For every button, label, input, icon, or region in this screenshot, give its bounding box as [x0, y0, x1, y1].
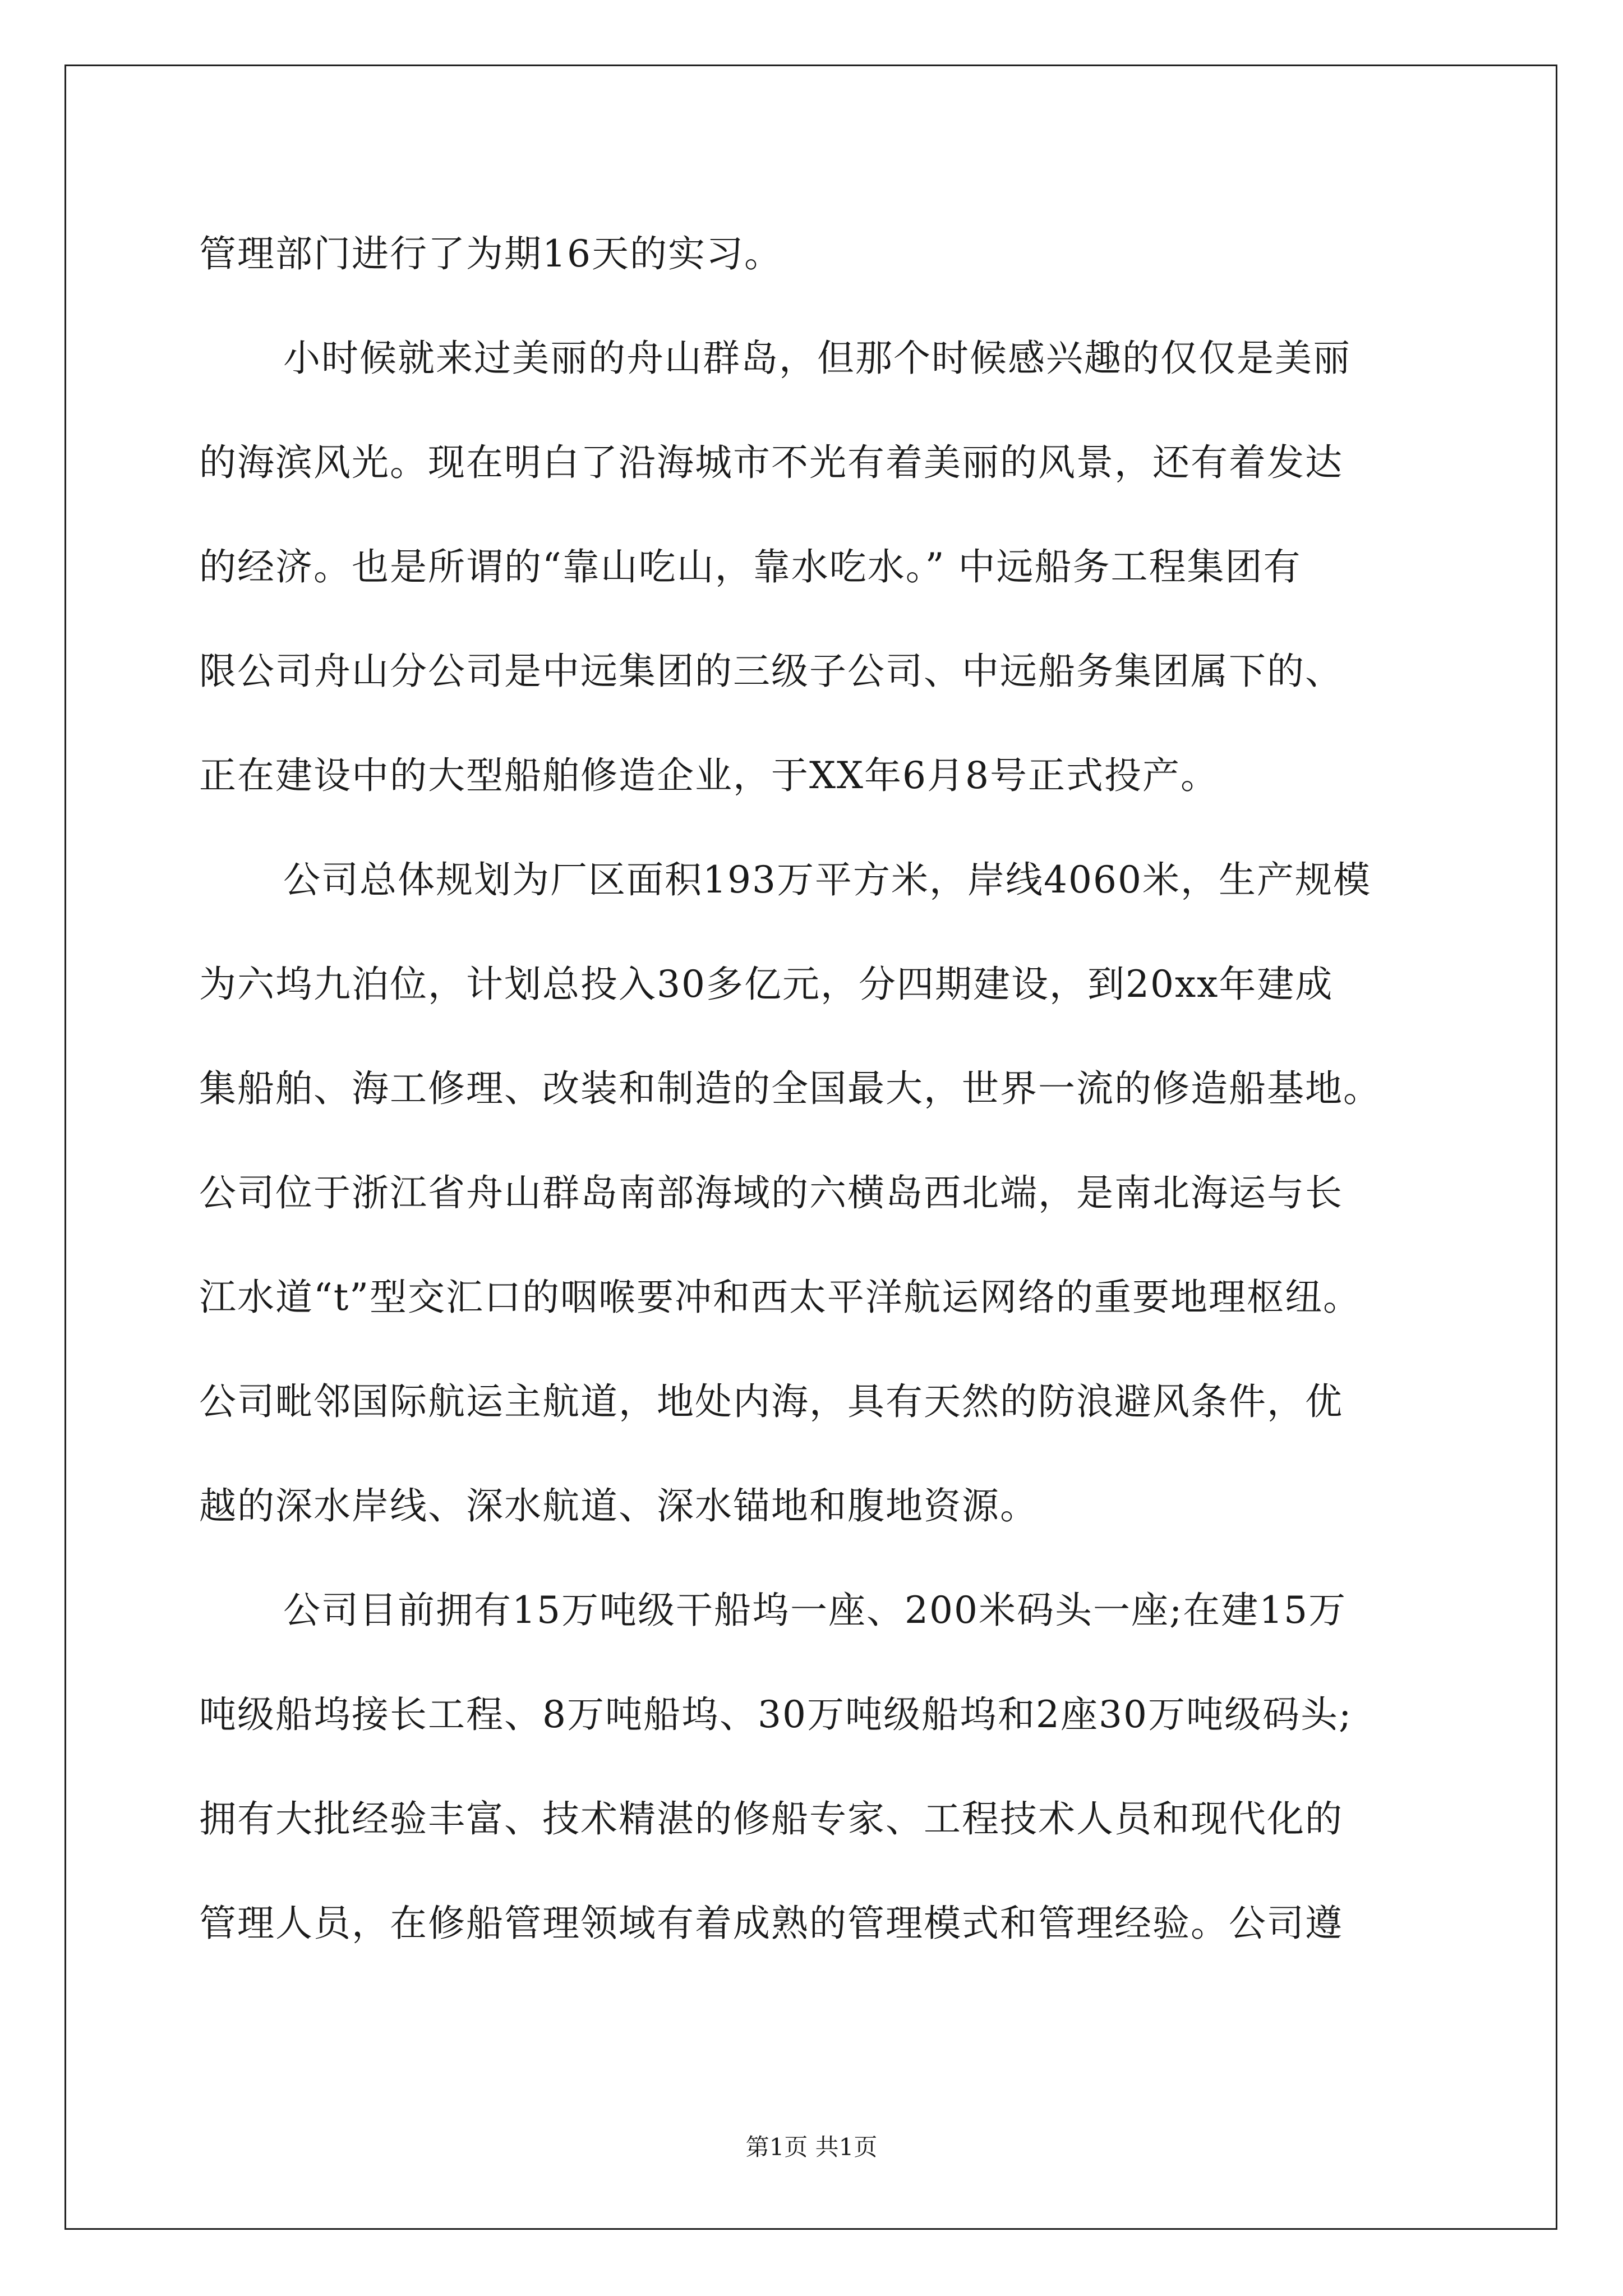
text-line: 的海滨风光。现在明白了沿海城市不光有着美丽的风景，还有着发达: [199, 441, 1343, 484]
text-line: 吨级船坞接长工程、8万吨船坞、30万吨级船坞和2座30万吨级码头;: [199, 1693, 1353, 1736]
document-body: [199, 202, 1433, 1976]
text-line: 为六坞九泊位，计划总投入30多亿元，分四期建设，到20xx年建成: [199, 963, 1334, 1006]
text-line: 越的深水岸线、深水航道、深水锚地和腹地资源。: [199, 1484, 1038, 1527]
text-line: 集船舶、海工修理、改装和制造的全国最大，世界一流的修造船基地。: [199, 1067, 1381, 1110]
text-line: 的经济。也是所谓的“靠山吃山，靠水吃水。” 中远船务工程集团有: [199, 545, 1302, 588]
text-line: 正在建设中的大型船舶修造企业，于XX年6月8号正式投产。: [199, 754, 1219, 797]
text-line: 管理部门进行了为期16天的实习。: [199, 232, 782, 275]
page-footer: 第1页 共1页: [745, 2133, 878, 2161]
text-line: 限公司舟山分公司是中远集团的三级子公司、中远船务集团属下的、: [199, 650, 1343, 693]
text-line: 公司目前拥有15万吨级干船坞一座、200米码头一座;在建15万: [283, 1589, 1347, 1632]
text-line: 公司毗邻国际航运主航道，地处内海，具有天然的防浪避风条件，优: [199, 1380, 1343, 1423]
text-line: 管理人员，在修船管理领域有着成熟的管理模式和管理经验。公司遵: [199, 1902, 1343, 1945]
text-line: 小时候就来过美丽的舟山群岛，但那个时候感兴趣的仅仅是美丽: [283, 337, 1351, 380]
text-line: 江水道“t”型交汇口的咽喉要冲和西太平洋航运网络的重要地理枢纽。: [199, 1276, 1362, 1319]
text-line: 公司位于浙江省舟山群岛南部海域的六横岛西北端，是南北海运与长: [199, 1171, 1343, 1214]
text-line: 拥有大批经验丰富、技术精湛的修船专家、工程技术人员和现代化的: [199, 1797, 1343, 1841]
text-line: 公司总体规划为厂区面积193万平方米，岸线4060米，生产规模: [283, 858, 1371, 901]
